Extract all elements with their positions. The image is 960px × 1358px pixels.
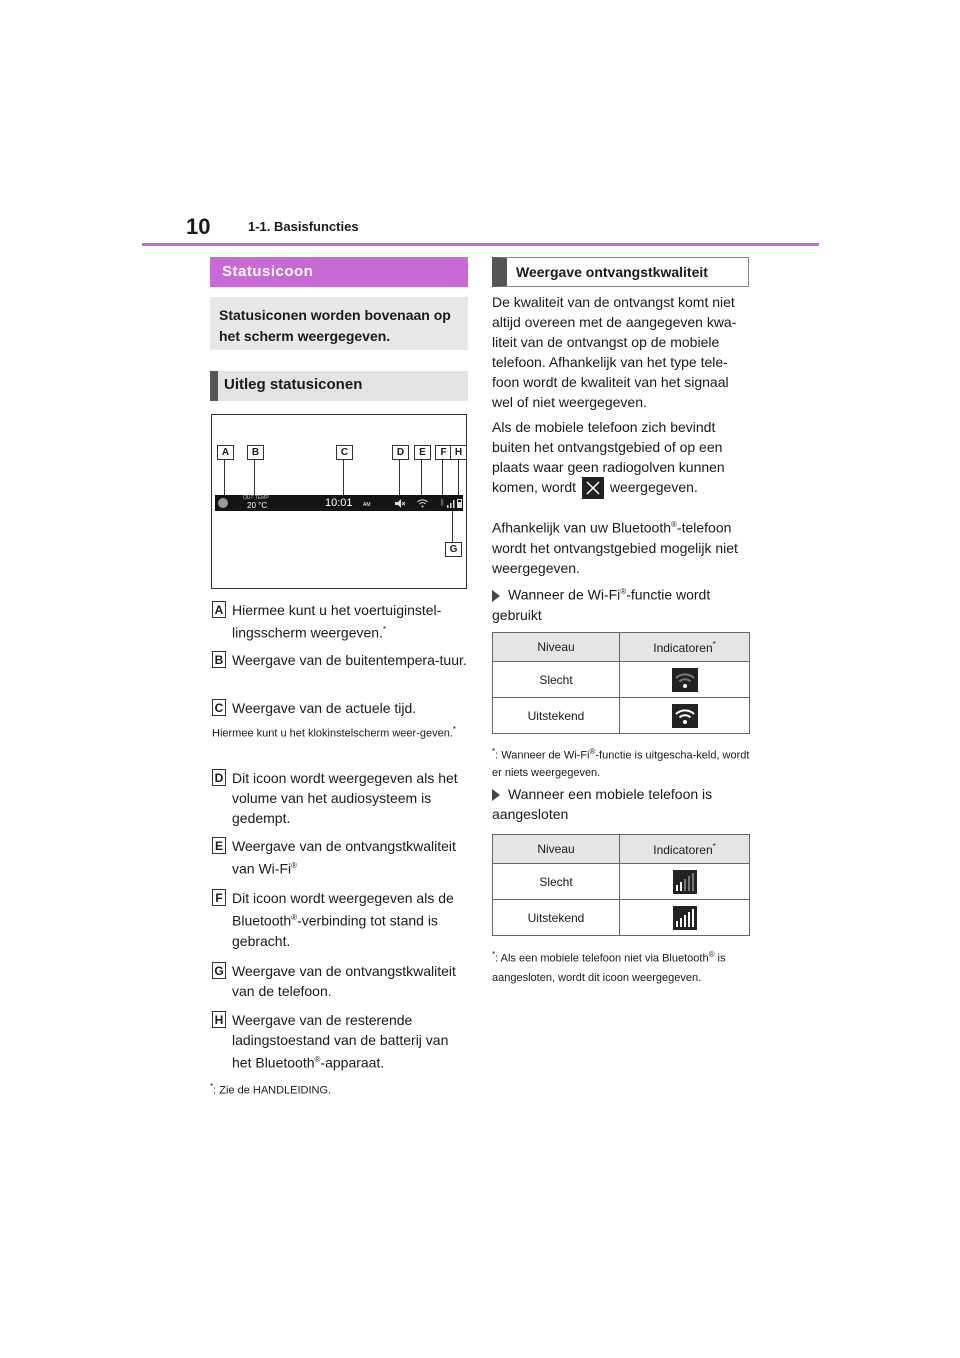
leader-line [343,460,344,495]
header-rule [142,243,819,246]
section-banner: Statusicoon [210,257,468,287]
clock-ampm: AM [363,502,371,508]
table-row [493,864,750,900]
bluetooth-icon: ᛒ [440,498,445,507]
item-text: Weergave van de ontvangstkwaliteit van de telefoon. [232,963,456,999]
list-item [212,1010,468,1073]
page-number: 10 [186,214,211,239]
item-text: Dit icoon wordt weergegeven als het volume van het audiosysteem is gedempt. [232,770,458,826]
footnote-marker: * [382,625,387,634]
item-text: Weergave van de ontvangstkwaliteit van Wi-Fi [232,838,456,877]
item-text: -verbinding tot stand is gebracht. [232,912,438,949]
status-bar [215,495,463,511]
leader-line [254,460,255,495]
leader-line [458,460,459,495]
table-cell: Slecht [493,662,620,698]
table-row [493,698,750,734]
callout-c: C [336,445,353,460]
leader-line [452,511,453,542]
paragraph-2: Als de mobiele telefoon zich bevindt buiten het ontvangstgebied of op een plaats waar geen radiogolven kunnen komen, wordt weergegeven. [492,417,752,499]
wifi-weak-icon [672,668,698,692]
badge-a: A [212,601,226,618]
list-item [212,600,468,643]
item-text: Weergave van de resterende ladingstoestand van de batterij van het Bluetooth [232,1012,449,1071]
list-item [212,768,468,828]
list-item [212,650,468,670]
callout-a: A [217,445,234,460]
badge-f: F [212,889,226,906]
table-header: Niveau [493,633,620,662]
list-item [212,888,468,951]
paragraph-1: De kwaliteit van de ontvangst komt niet altijd overeen met de aangegeven kwa-liteit van de ontvangst op de mobiele telefoon. Afhankelijk van het type tele-foon wordt de kwaliteit van het signaal wel of niet weergegeven. [492,294,737,410]
no-signal-icon [582,477,604,499]
table-cell [620,864,750,900]
item-text: Weergave van de actuele tijd. [232,700,417,716]
phone-footnote: *: Als een mobiele telefoon niet via Bluetooth® is aangesloten, wordt dit icoon weergegeven. [492,950,726,984]
table-row [493,662,750,698]
badge-b: B [212,651,226,668]
table-cell [620,662,750,698]
status-bar-diagram [211,414,467,589]
table-cell: Slecht [493,864,620,900]
badge-g: G [212,962,226,979]
badge-c: C [212,699,226,716]
table-cell [620,900,750,936]
triangle-bullet-icon [492,590,500,602]
signal-icon [447,499,455,508]
callout-e: E [414,445,431,460]
bullet-wifi: Wanneer de Wi-Fi®-functie wordt gebruikt [492,586,711,623]
wifi-strong-icon [672,704,698,728]
triangle-bullet-icon [492,789,500,801]
phone-table [492,834,750,936]
registered-mark: ® [291,913,298,922]
vehicle-settings-icon [217,497,229,509]
item-text: Weergave van de buitentempera-tuur. [232,652,467,668]
bullet-phone: Wanneer een mobiele telefoon is aangesloten [492,786,713,822]
signal-weak-icon [673,870,697,894]
signal-strong-icon [673,906,697,930]
leader-line [399,460,400,495]
badge-h: H [212,1011,226,1028]
badge-d: D [212,769,226,786]
leader-line [224,460,225,495]
registered-mark: ® [314,1055,321,1064]
table-header: Indicatoren* [620,835,750,864]
callout-f: F [435,445,452,460]
out-temp-label: OUT TEMP [243,495,269,501]
table-cell [620,698,750,734]
registered-mark: ® [291,861,298,870]
item-text: Hiermee kunt u het voertuiginstel-lingsscherm weergeven. [232,602,442,641]
callout-b: B [247,445,264,460]
out-temp-value: 20 °C [247,501,268,510]
battery-icon [457,499,462,508]
table-cell: Uitstekend [493,900,620,936]
table-header: Niveau [493,835,620,864]
callout-g: G [445,542,462,557]
right-heading: Weergave ontvangstkwaliteit [492,257,749,287]
list-item [212,961,468,1001]
item-text: Dit icoon wordt weergegeven als de Bluetooth [232,890,454,929]
callout-d: D [392,445,409,460]
table-header: Indicatoren* [620,633,750,662]
subsection-heading: Uitleg statusiconen [210,371,468,401]
clock: 10:01 [325,497,353,509]
wifi-table [492,632,750,734]
table-cell: Uitstekend [493,698,620,734]
wifi-icon [417,499,428,508]
paragraph-3: Afhankelijk van uw Bluetooth®-telefoon wordt het ontvangstgebied mogelijk niet weergegeven. [492,519,738,576]
list-item [212,836,468,879]
table-row [493,900,750,936]
callout-h: H [450,445,467,460]
mute-icon [395,499,405,508]
chapter-title: 1-1. Basisfuncties [248,219,359,234]
wifi-footnote: *: Wanneer de Wi-Fi®-functie is uitgescha-keld, wordt er niets weergegeven. [492,747,750,779]
item-note: Hiermee kunt u het klokinstelscherm weer-geven.* [212,725,457,740]
left-footnote: *: Zie de HANDLEIDING. [210,1082,332,1097]
list-item [212,698,468,742]
leader-line [421,460,422,495]
badge-e: E [212,837,226,854]
leader-line [442,460,443,495]
intro-box: Statusiconen worden bovenaan op het scherm weergegeven. [210,297,468,350]
item-text: -apparaat. [320,1054,385,1071]
